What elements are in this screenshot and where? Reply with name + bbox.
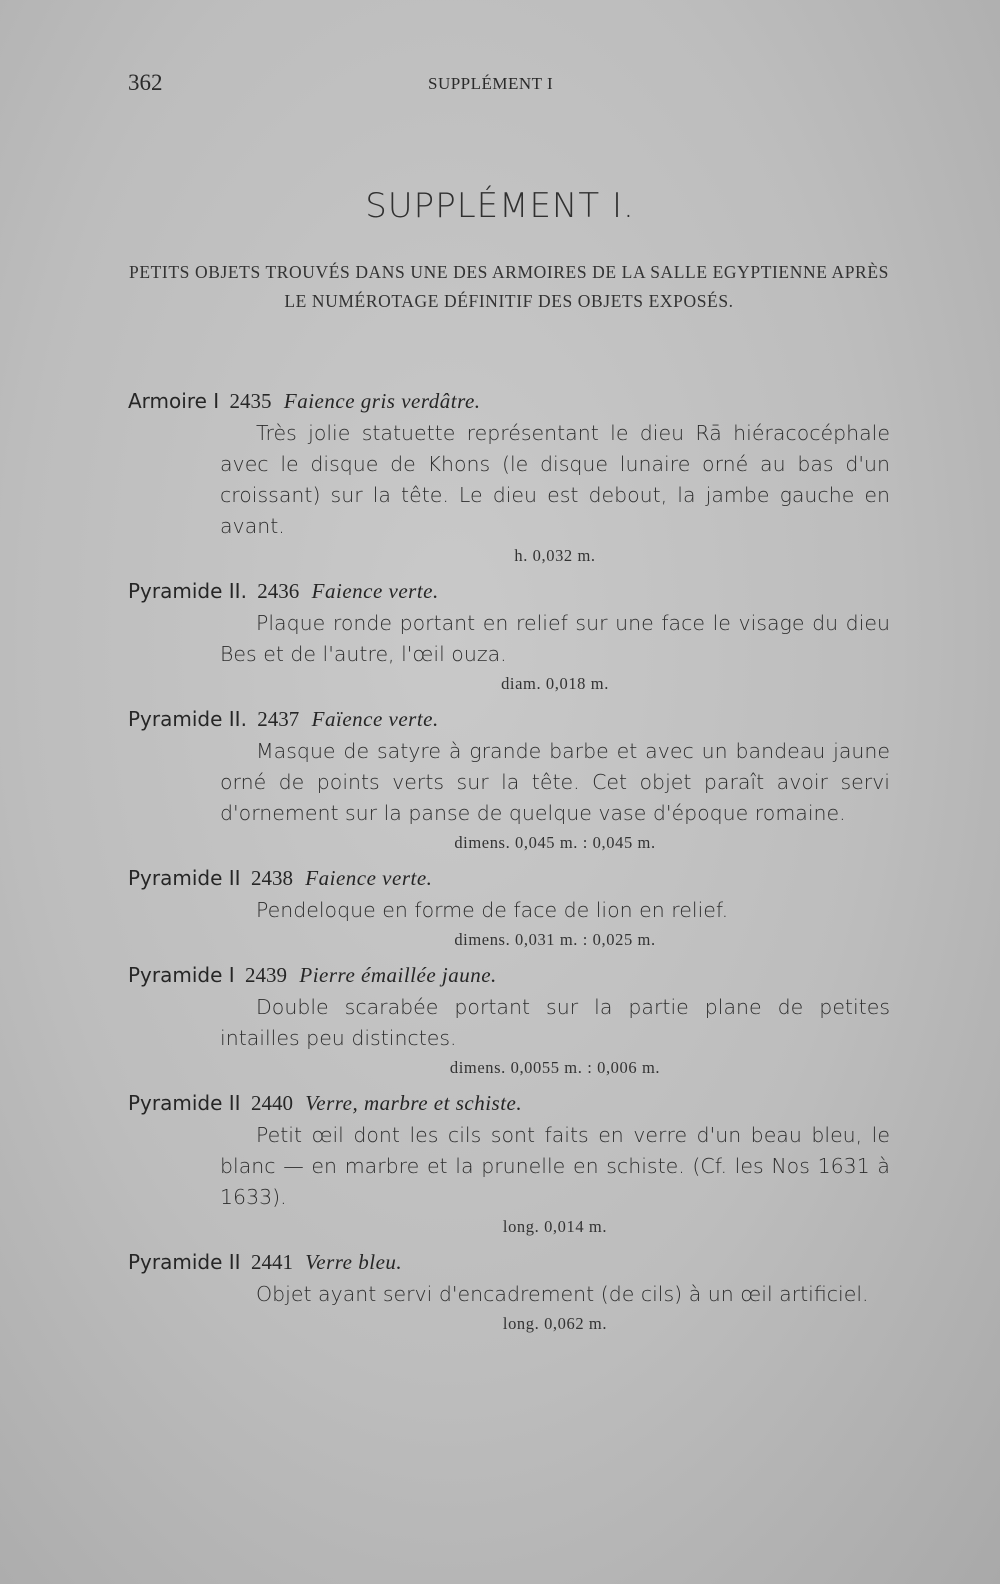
entry-number: 2437 bbox=[257, 707, 300, 731]
entry-number: 2441 bbox=[250, 1250, 293, 1274]
section-subtitle: PETITS OBJETS TROUVÉS DANS UNE DES ARMOIRES DE LA SALLE EGYPTIENNE APRÈS LE NUMÉROTAGE DÉFINITIF DES OBJETS EXPOSÉS. bbox=[129, 262, 889, 311]
catalogue-entry bbox=[128, 1088, 890, 1239]
catalogue-entry bbox=[128, 386, 890, 568]
entry-heading bbox=[128, 576, 890, 606]
running-head bbox=[128, 70, 888, 100]
catalogue-entry bbox=[128, 704, 890, 855]
entry-location: Armoire I bbox=[128, 389, 220, 413]
page-number: 362 bbox=[128, 70, 163, 95]
entry-material: Verre, marbre et schiste. bbox=[305, 1091, 523, 1115]
catalogue-entry bbox=[128, 576, 890, 696]
entry-dimensions: long. 0,062 m. bbox=[502, 1314, 608, 1333]
catalogue-entry bbox=[128, 863, 890, 952]
entry-number: 2439 bbox=[245, 963, 288, 987]
entry-location: Pyramide I bbox=[128, 963, 235, 987]
section-title: SUPPLÉMENT I. bbox=[365, 186, 635, 226]
entry-heading bbox=[128, 1247, 890, 1277]
entry-heading bbox=[128, 704, 890, 734]
entry-material: Verre bleu. bbox=[305, 1250, 403, 1274]
entry-dimensions: diam. 0,018 m. bbox=[501, 674, 609, 693]
entry-dimensions: long. 0,014 m. bbox=[502, 1217, 608, 1236]
entry-dimensions: dimens. 0,0055 m. : 0,006 m. bbox=[449, 1058, 661, 1077]
entry-material: Pierre émaillée jaune. bbox=[299, 963, 497, 987]
entry-number: 2438 bbox=[250, 866, 293, 890]
entry-location: Pyramide II bbox=[128, 1091, 241, 1115]
catalogue-entries bbox=[128, 386, 890, 1344]
entry-location: Pyramide II bbox=[128, 1250, 241, 1274]
catalogue-entry bbox=[128, 1247, 890, 1336]
entry-description: Double scarabée portant sur la partie plane de petites intailles peu distinctes. bbox=[220, 995, 890, 1050]
entry-number: 2436 bbox=[257, 579, 300, 603]
entry-number: 2440 bbox=[250, 1091, 293, 1115]
entry-heading bbox=[128, 1088, 890, 1118]
entry-description: Masque de satyre à grande barbe et avec un bandeau jaune orné de points verts sur la tête. Cet objet paraît avoir servi d'ornement sur la panse de quelque vase d'époque romaine. bbox=[220, 739, 890, 825]
entry-location: Pyramide II bbox=[128, 866, 241, 890]
entry-location: Pyramide II. bbox=[128, 707, 247, 731]
entry-location: Pyramide II. bbox=[128, 579, 247, 603]
entry-dimensions: h. 0,032 m. bbox=[514, 546, 596, 565]
entry-description: Petit œil dont les cils sont faits en verre d'un beau bleu, le blanc — en marbre et la prunelle en schiste. (Cf. les Nos 1631 à 1633). bbox=[220, 1123, 890, 1209]
entry-number: 2435 bbox=[229, 389, 272, 413]
entry-dimensions: dimens. 0,031 m. : 0,025 m. bbox=[454, 930, 656, 949]
entry-material: Faience gris verdâtre. bbox=[283, 389, 481, 413]
entry-description: Pendeloque en forme de face de lion en relief. bbox=[256, 898, 729, 922]
entry-material: Faïence verte. bbox=[311, 707, 439, 731]
entry-description: Plaque ronde portant en relief sur une face le visage du dieu Bes et de l'autre, l'œil ouza. bbox=[220, 611, 890, 666]
entry-dimensions: dimens. 0,045 m. : 0,045 m. bbox=[454, 833, 656, 852]
running-title: SUPPLÉMENT I bbox=[428, 74, 554, 93]
entry-description: Objet ayant servi d'encadrement (de cils) à un œil artificiel. bbox=[256, 1282, 869, 1306]
entry-heading bbox=[128, 863, 890, 893]
entry-description: Très jolie statuette représentant le dieu Rā hiéracocéphale avec le disque de Khons (le disque lunaire orné au bas d'un croissant) sur la tête. Le dieu est debout, la jambe gauche en avant. bbox=[220, 421, 890, 538]
entry-heading bbox=[128, 960, 890, 990]
entry-material: Faience verte. bbox=[311, 579, 439, 603]
entry-heading bbox=[128, 386, 890, 416]
catalogue-entry bbox=[128, 960, 890, 1080]
entry-material: Faience verte. bbox=[305, 866, 433, 890]
